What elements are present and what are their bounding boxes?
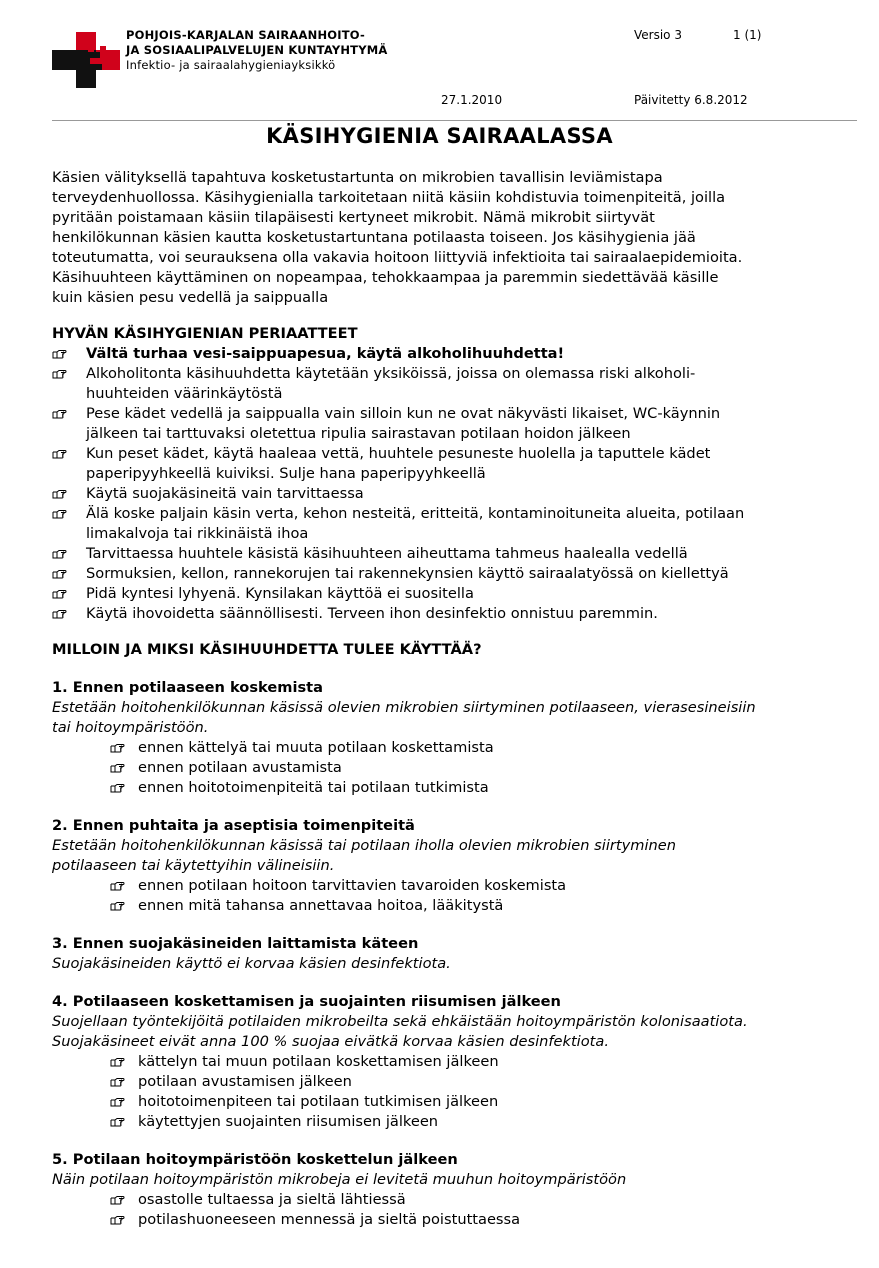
text-line: Pidä kyntesi lyhyenä. Kynsilakan käyttöä ei suositella <box>86 585 474 602</box>
principles-heading: HYVÄN KÄSIHYGIENIAN PERIAATTEET <box>52 325 358 342</box>
section-description <box>52 836 852 876</box>
list-item <box>52 444 852 484</box>
document-date: 27.1.2010 <box>441 93 503 107</box>
text-line: terveydenhuollossa. Käsihygienialla tarkoitetaan niitä käsiin kohdistuvia toimenpiteitä, joilla <box>52 189 726 206</box>
pointing-hand-icon <box>52 506 68 516</box>
text-line: Suojakäsineiden käyttö ei korvaa käsien desinfektiota. <box>52 955 451 972</box>
list-item: osastolle tultaessa ja sieltä lähtiessä <box>110 1190 852 1210</box>
pointing-hand-icon <box>52 346 68 356</box>
principles-list <box>52 344 852 624</box>
list-item <box>52 604 852 624</box>
red-cross-logo <box>52 32 120 88</box>
list-item: ennen potilaan hoitoon tarvittavien tavaroiden koskemista <box>110 876 852 896</box>
pointing-hand-icon <box>110 760 126 770</box>
list-item <box>52 504 852 544</box>
section-list <box>110 1190 852 1230</box>
list-item: ennen potilaan avustamista <box>110 758 852 778</box>
text-line: Alkoholitonta käsihuuhdetta käytetään yksiköissä, joissa on olemassa riski alkoholi- <box>86 365 696 382</box>
text-line: toteutumatta, voi seurauksena olla vakavia hoitoon liittyviä infektioita tai sairaalaepidemioita. <box>52 249 743 266</box>
list-item <box>52 364 852 404</box>
text-line: Tarvittaessa huuhtele käsistä käsihuuhteen aiheuttama tahmeus haalealla vedellä <box>86 545 688 562</box>
list-item <box>52 484 852 504</box>
org-line-2: JA SOSIAALIPALVELUJEN KUNTAYHTYMÄ <box>126 43 388 57</box>
pointing-hand-icon <box>52 446 68 456</box>
pointing-hand-icon <box>110 1094 126 1104</box>
text-line: huuhteiden väärinkäytöstä <box>86 385 283 402</box>
pointing-hand-icon <box>52 566 68 576</box>
section-description <box>52 698 852 738</box>
section-description <box>52 954 852 974</box>
text-line: Estetään hoitohenkilökunnan käsissä tai potilaan iholla olevien mikrobien siirtyminen <box>52 837 676 854</box>
text-line: Käsihuuhteen käyttäminen on nopeampaa, tehokkaampaa ja paremmin siedettävää käsille <box>52 269 719 286</box>
section-heading: 1. Ennen potilaaseen koskemista <box>52 679 323 696</box>
list-item <box>52 344 852 364</box>
list-item: ennen mitä tahansa annettavaa hoitoa, lääkitystä <box>110 896 852 916</box>
list-item <box>52 404 852 444</box>
list-item: kättelyn tai muun potilaan koskettamisen jälkeen <box>110 1052 852 1072</box>
list-item: käytettyjen suojainten riisumisen jälkeen <box>110 1112 852 1132</box>
pointing-hand-icon <box>110 878 126 888</box>
section-description <box>52 1170 852 1190</box>
section-heading: 5. Potilaan hoitoympäristöön koskettelun jälkeen <box>52 1151 458 1168</box>
section-1 <box>52 678 852 798</box>
list-item: ennen hoitotoimenpiteitä tai potilaan tutkimista <box>110 778 852 798</box>
pointing-hand-icon <box>52 406 68 416</box>
pointing-hand-icon <box>52 366 68 376</box>
text-line: Suojellaan työntekijöitä potilaiden mikrobeilta sekä ehkäistään hoitoympäristön kolonisaatiota. <box>52 1013 748 1030</box>
text-line: Kun peset kädet, käytä haaleaa vettä, huuhtele pesuneste huolella ja taputtele kädet <box>86 445 711 462</box>
text-line: paperipyyhkeellä kuiviksi. Sulje hana paperipyyhkeellä <box>86 465 486 482</box>
list-item <box>52 584 852 604</box>
text-line: Pese kädet vedellä ja saippualla vain silloin kun ne ovat näkyvästi likaiset, WC-käynnin <box>86 405 721 422</box>
text-line: potilaaseen tai käytettyihin välineisiin. <box>52 857 335 874</box>
organization-name <box>126 28 388 73</box>
text-line: Estetään hoitohenkilökunnan käsissä olevien mikrobien siirtyminen potilaaseen, vierasesineisiin <box>52 699 756 716</box>
section-3 <box>52 934 852 974</box>
section-description <box>52 1012 852 1052</box>
pointing-hand-icon <box>110 740 126 750</box>
text-line: jälkeen tai tarttuvaksi oletettua ripulia sairastavan potilaan hoidon jälkeen <box>86 425 631 442</box>
pointing-hand-icon <box>110 780 126 790</box>
text-line: Sormuksien, kellon, rannekorujen tai rakennekynsien käyttö sairaalatyössä on kiellettyä <box>86 565 729 582</box>
header-divider <box>52 120 857 121</box>
intro-paragraph <box>52 168 852 308</box>
section-5 <box>52 1150 852 1230</box>
pointing-hand-icon <box>110 1212 126 1222</box>
text-line: Käsien välityksellä tapahtuva kosketustartunta on mikrobien tavallisin leviämistapa <box>52 169 663 186</box>
list-item <box>52 544 852 564</box>
text-line: Näin potilaan hoitoympäristön mikrobeja ei levitetä muuhun hoitoympäristöön <box>52 1171 627 1188</box>
pointing-hand-icon <box>110 898 126 908</box>
list-item <box>52 564 852 584</box>
document-title: KÄSIHYGIENIA SAIRAALASSA <box>266 124 613 148</box>
text-line: Vältä turhaa vesi-saippuapesua, käytä alkoholihuuhdetta! <box>86 345 565 362</box>
text-line: henkilökunnan käsien kautta kosketustartuntana potilaasta toiseen. Jos käsihygienia jää <box>52 229 696 246</box>
section-4 <box>52 992 852 1132</box>
list-item: potilaan avustamisen jälkeen <box>110 1072 852 1092</box>
section-list <box>110 738 852 798</box>
section-heading: 4. Potilaaseen koskettamisen ja suojainten riisumisen jälkeen <box>52 993 561 1010</box>
unit-name: Infektio- ja sairaalahygieniayksikkö <box>126 58 336 72</box>
text-line: pyritään poistamaan käsiin tilapäisesti kertyneet mikrobit. Nämä mikrobit siirtyvät <box>52 209 655 226</box>
text-line: Älä koske paljain käsin verta, kehon nesteitä, eritteitä, kontaminoituneita alueita, potilaan <box>86 505 745 522</box>
updated-date: Päivitetty 6.8.2012 <box>634 93 748 107</box>
list-item: ennen kättelyä tai muuta potilaan koskettamista <box>110 738 852 758</box>
text-line: tai hoitoympäristöön. <box>52 719 209 736</box>
list-item: potilashuoneeseen mennessä ja sieltä poistuttaessa <box>110 1210 852 1230</box>
section-heading: 2. Ennen puhtaita ja aseptisia toimenpiteitä <box>52 817 415 834</box>
pointing-hand-icon <box>110 1114 126 1124</box>
section-list <box>110 1052 852 1132</box>
text-line: Suojakäsineet eivät anna 100 % suojaa eivätkä korvaa käsien desinfektiota. <box>52 1033 609 1050</box>
list-item: hoitotoimenpiteen tai potilaan tutkimisen jälkeen <box>110 1092 852 1112</box>
version-label: Versio 3 <box>634 28 682 42</box>
pointing-hand-icon <box>52 486 68 496</box>
page-number: 1 (1) <box>733 28 762 42</box>
pointing-hand-icon <box>110 1074 126 1084</box>
document-body <box>52 168 852 1230</box>
section-2 <box>52 816 852 916</box>
org-line-1: POHJOIS-KARJALAN SAIRAANHOITO- <box>126 28 365 42</box>
pointing-hand-icon <box>52 586 68 596</box>
when-heading: MILLOIN JA MIKSI KÄSIHUUHDETTA TULEE KÄYTTÄÄ? <box>52 641 482 658</box>
pointing-hand-icon <box>110 1054 126 1064</box>
text-line: limakalvoja tai rikkinäistä ihoa <box>86 525 309 542</box>
pointing-hand-icon <box>52 606 68 616</box>
text-line: Käytä ihovoidetta säännöllisesti. Terveen ihon desinfektio onnistuu paremmin. <box>86 605 658 622</box>
text-line: kuin käsien pesu vedellä ja saippualla <box>52 289 329 306</box>
section-heading: 3. Ennen suojakäsineiden laittamista käteen <box>52 935 419 952</box>
sections <box>52 678 852 1230</box>
pointing-hand-icon <box>110 1192 126 1202</box>
text-line: Käytä suojakäsineitä vain tarvittaessa <box>86 485 364 502</box>
section-list <box>110 876 852 916</box>
pointing-hand-icon <box>52 546 68 556</box>
